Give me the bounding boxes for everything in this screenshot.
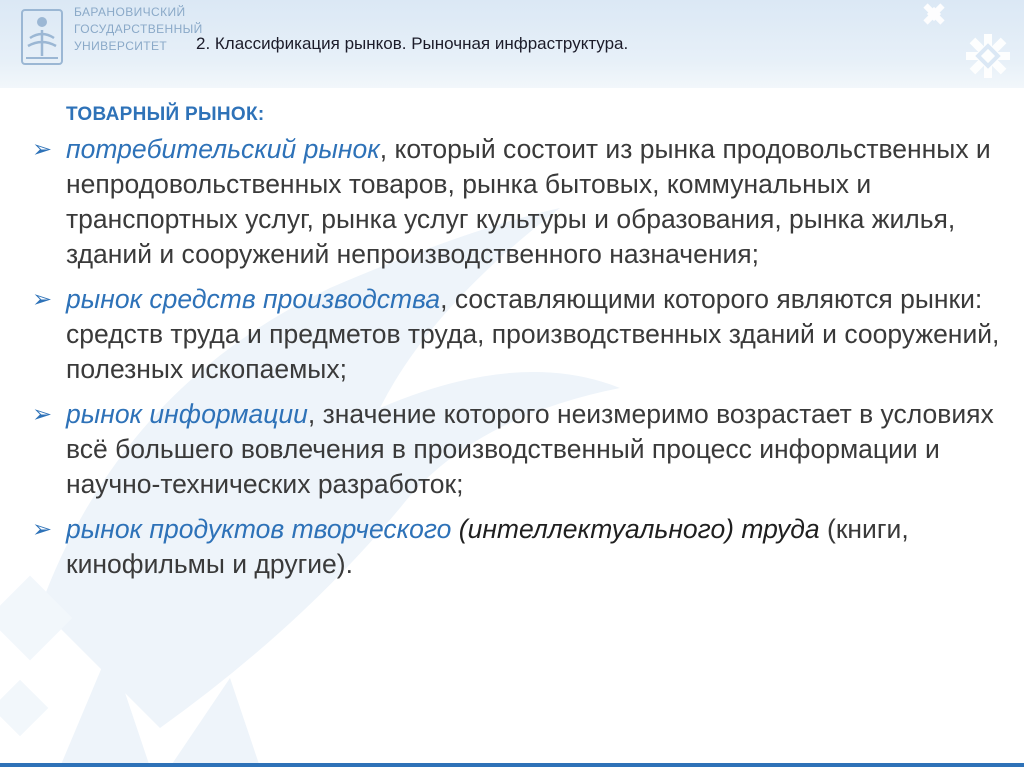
slide-header bbox=[0, 0, 1024, 88]
snowflake-ornament-icon bbox=[896, 0, 1016, 88]
list-item bbox=[32, 282, 1002, 387]
arrow-bullet-icon: ➢ bbox=[32, 516, 53, 543]
arrow-bullet-icon: ➢ bbox=[32, 286, 53, 313]
market-description: , который состоит из рынка продовольственных и непродовольственных товаров, рынка бытовых, коммунальных и транспортных услуг, рынка услуг культуры и образования, рынка жилья, зданий и сооружений непроизводственного назначения; bbox=[66, 134, 991, 269]
market-term: рынок продуктов творческого bbox=[66, 514, 459, 544]
market-description: , составляющими которого являются рынки: средств труда и предметов труда, производственных зданий и сооружений, полезных ископаемых; bbox=[66, 284, 1000, 384]
list-item bbox=[32, 397, 1002, 502]
market-types-list bbox=[32, 132, 1002, 582]
university-emblem-icon bbox=[20, 8, 64, 66]
slide-content bbox=[32, 104, 1002, 592]
list-item bbox=[32, 512, 1002, 582]
list-item bbox=[32, 132, 1002, 272]
university-name-line: УНИВЕРСИТЕТ bbox=[74, 39, 168, 53]
market-term: рынок средств производства bbox=[66, 284, 441, 314]
arrow-bullet-icon: ➢ bbox=[32, 136, 53, 163]
market-description: (книги, кинофильмы и другие). bbox=[66, 514, 909, 579]
section-subheading: ТОВАРНЫЙ РЫНОК: bbox=[66, 104, 265, 125]
slide-title: 2. Классификация рынков. Рыночная инфраструктура. bbox=[196, 34, 629, 53]
university-name-line: БАРАНОВИЧСКИЙ bbox=[74, 5, 186, 19]
bottom-accent-rule bbox=[0, 763, 1024, 767]
market-description: , значение которого неизмеримо возрастает в условиях всё большего вовлечения в производственный процесс информации и научно-технических разработок; bbox=[66, 399, 994, 499]
market-term-emphasis: (интеллектуального) труда bbox=[458, 514, 820, 544]
arrow-bullet-icon: ➢ bbox=[32, 401, 53, 428]
market-term: рынок информации bbox=[66, 399, 308, 429]
university-name-line: ГОСУДАРСТВЕННЫЙ bbox=[74, 22, 203, 36]
university-name bbox=[74, 4, 203, 55]
market-term: потребительский рынок bbox=[66, 134, 380, 164]
